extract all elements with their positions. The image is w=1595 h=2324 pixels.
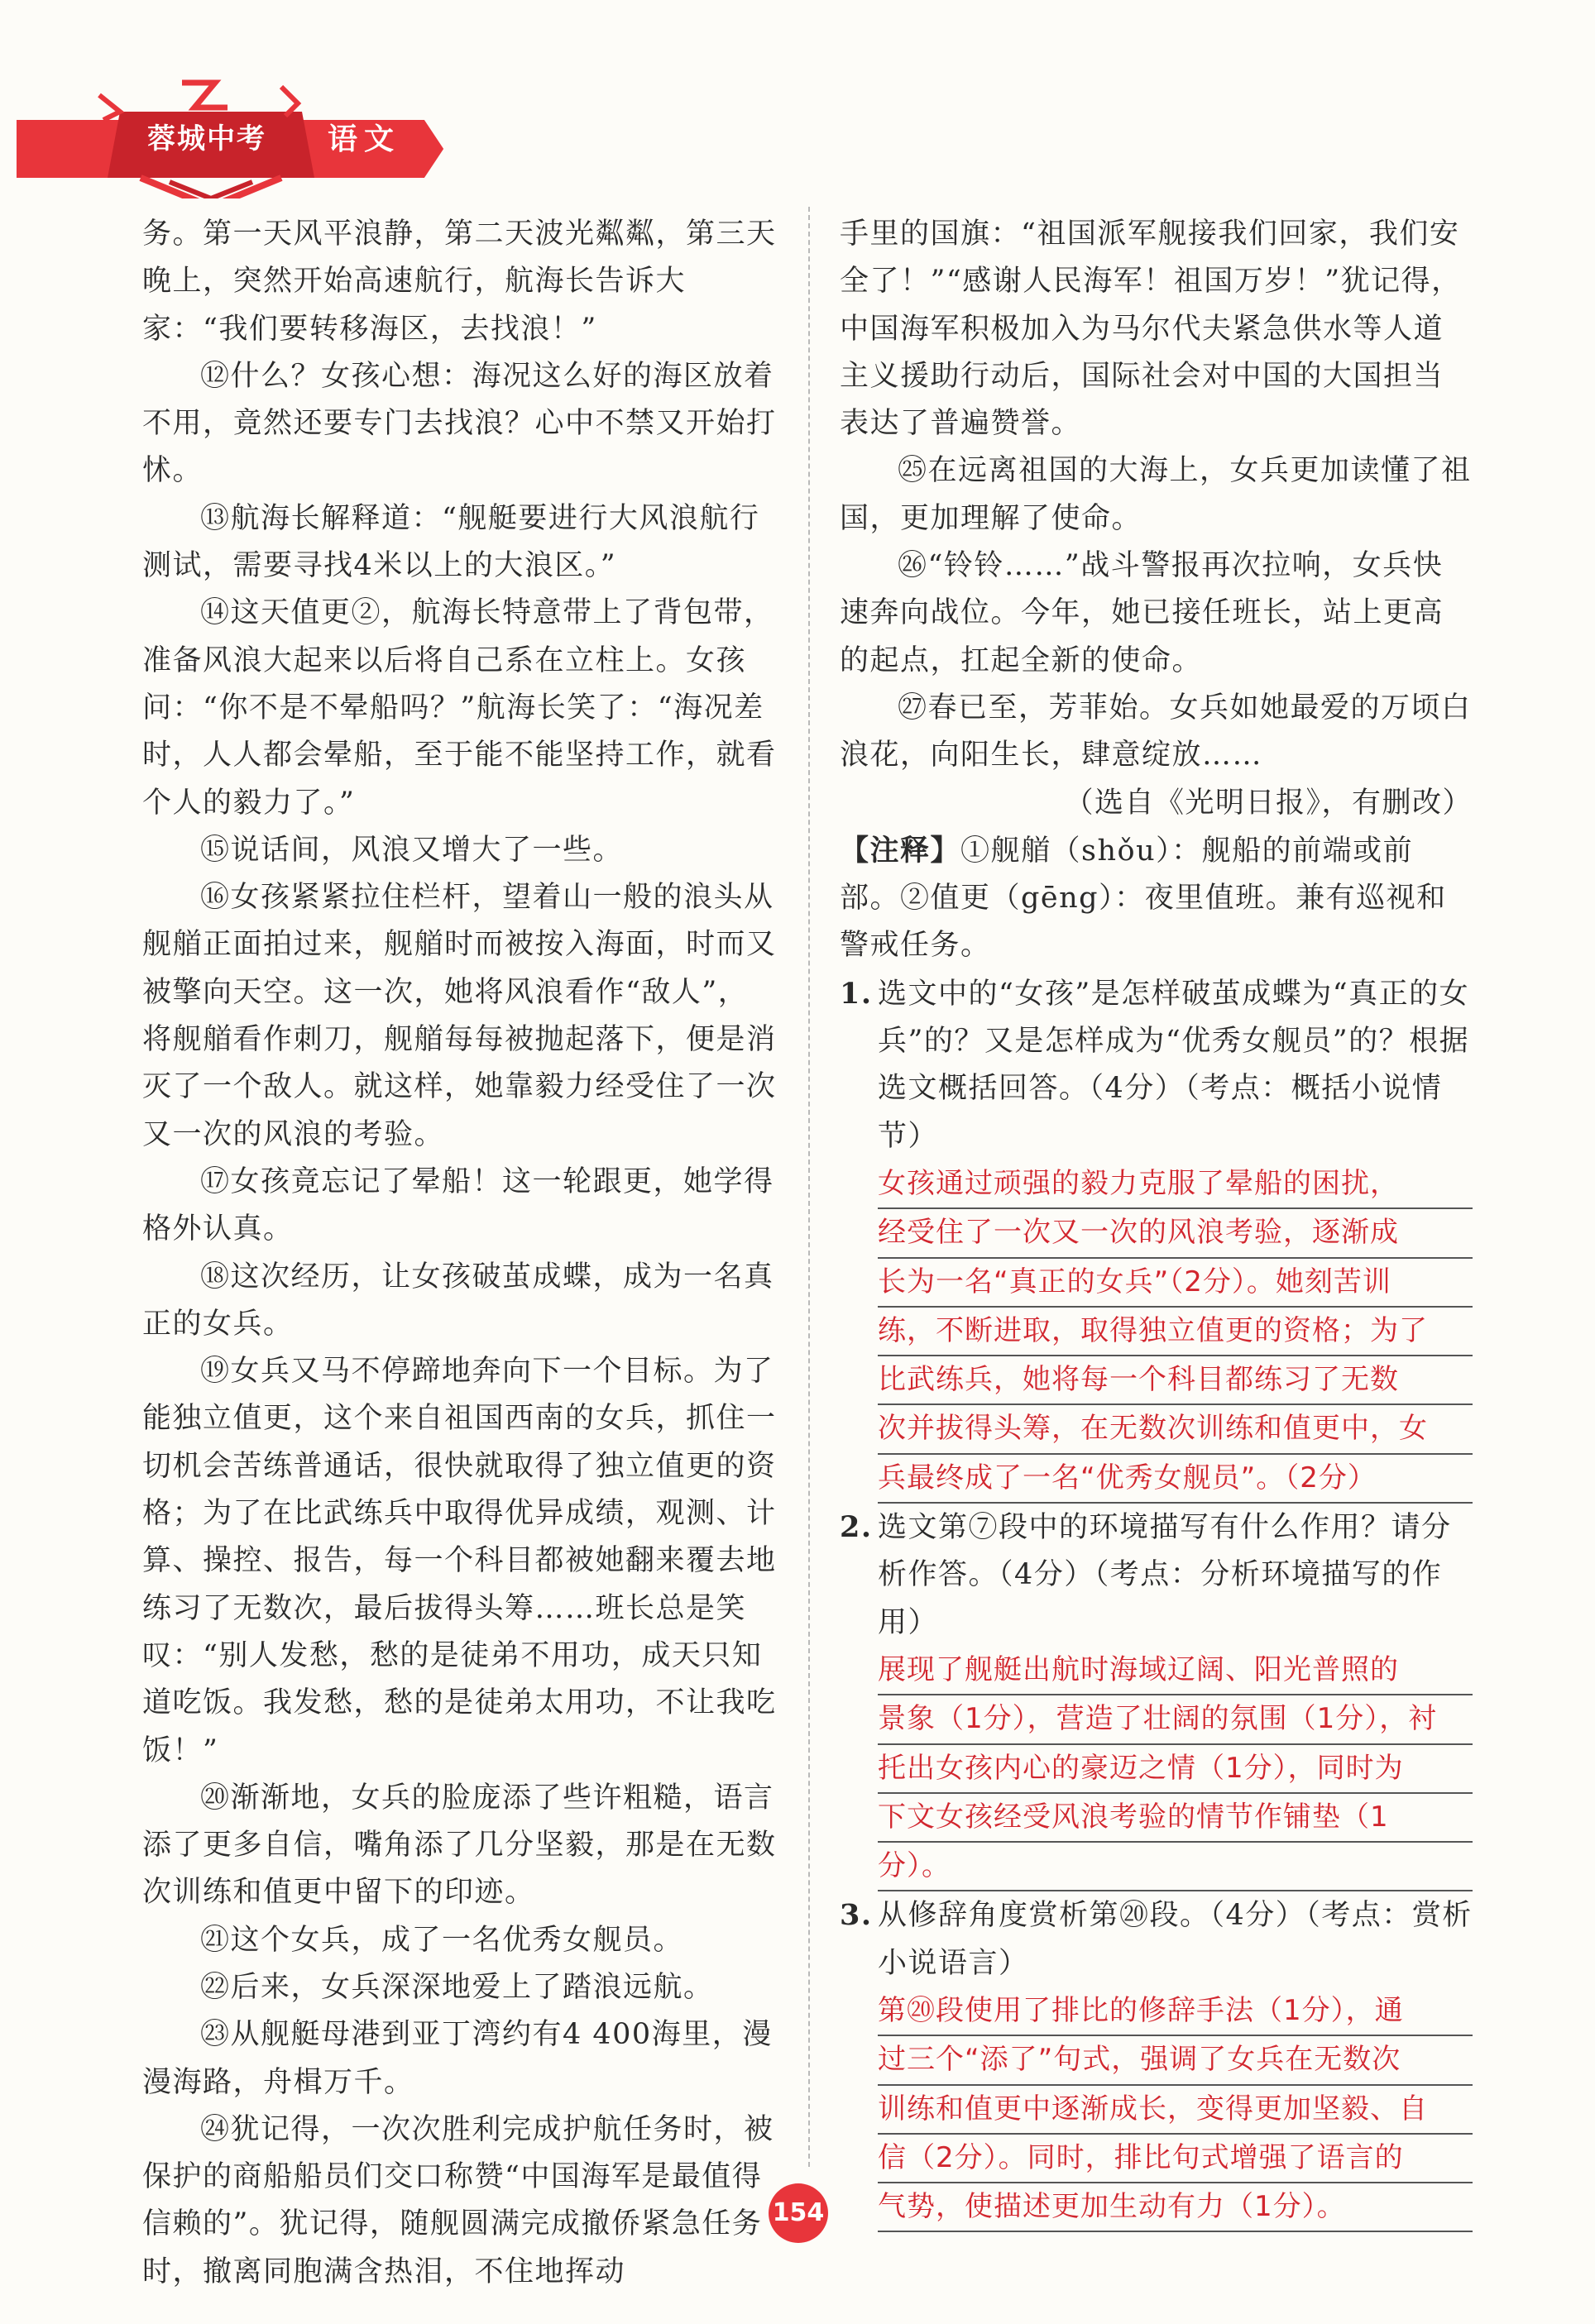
notes-label: 【注释】	[840, 833, 961, 868]
source-citation: （选自《光明日报》，有删改）	[1064, 786, 1473, 820]
answer-3	[878, 1987, 1473, 2232]
page-number: 154	[769, 2183, 828, 2243]
answer-line: 景象（1分），营造了壮阔的氛围（1分），衬	[878, 1695, 1473, 1744]
answer-line: 托出女孩内心的豪迈之情（1分），同时为	[878, 1745, 1473, 1794]
answer-line: 展现了舰艇出航时海域辽阔、阳光普照的	[878, 1647, 1473, 1695]
paragraph: ㉓从舰艇母港到亚丁湾约有4 400海里，漫漫海路，舟楫万千。	[142, 2018, 773, 2099]
paragraph: ⑱这次经历，让女孩破茧成蝶，成为一名真正的女兵。	[142, 1260, 774, 1341]
answer-line: 练，不断进取，取得独立值更的资格；为了	[878, 1308, 1473, 1356]
right-column	[840, 211, 1473, 2232]
brand-title: 蓉城中考	[147, 122, 266, 155]
paragraph: ㉑这个女兵，成了一名优秀女舰员。	[200, 1923, 684, 1957]
answer-2	[878, 1647, 1473, 1891]
answer-1	[878, 1160, 1473, 1504]
paragraph: 务。第一天风平浪静，第二天波光粼粼，第三天晚上，突然开始高速航行，航海长告诉大家：“我们要转移海区，去找浪！”	[142, 218, 777, 346]
paragraph: ⑬航海长解释道：“舰艇要进行大风浪航行测试，需要寻找4米以上的大浪区。”	[142, 501, 760, 583]
paragraph: ⑯女孩紧紧拉住栏杆，望着山一般的浪头从舰艏正面拍过来，舰艏时而被按入海面，时而又被擎向天空。这一次，她将风浪看作“敌人”，将舰艏看作刺刀，舰艏每每被抛起落下，便是消灭了一个敌人。就这样，她靠毅力经受住了一次又一次的风浪的考验。	[142, 881, 777, 1151]
question-text: 选文中的“女孩”是怎样破茧成蝶为“真正的女兵”的？又是怎样成为“优秀女舰员”的？根据选文概括回答。	[878, 977, 1470, 1106]
paragraph: ⑮说话间，风浪又增大了一些。	[200, 833, 624, 867]
question-1	[840, 970, 1473, 1160]
subject-label: 语文	[327, 122, 400, 156]
answer-line: 兵最终成了一名“优秀女舰员”。（2分）	[878, 1455, 1473, 1504]
answer-line: 信（2分）。同时，排比句式增强了语言的	[878, 2135, 1473, 2183]
notes-text: ①舰艏（shǒu）：舰船的前端或前部。②值更（gēng）：夜里值班。兼有巡视和警戒任务。	[840, 834, 1447, 963]
answer-line: 女孩通过顽强的毅力克服了晕船的困扰，	[878, 1160, 1473, 1209]
answer-line: 分）。	[878, 1843, 1473, 1891]
notes	[840, 827, 1473, 970]
question-number: 3.	[840, 1898, 873, 1933]
paragraph: ㉕在远离祖国的大海上，女兵更加读懂了祖国，更加理解了使命。	[840, 454, 1472, 535]
question-meta: （4分）（考点：赏析小说语言）	[878, 1899, 1473, 1980]
question-meta: （4分）（考点：概括小说情节）	[878, 1072, 1443, 1153]
answer-line: 长为一名“真正的女兵”（2分）。她刻苦训	[878, 1259, 1473, 1308]
question-text: 选文第⑦段中的环境描写有什么作用？请分析作答。	[878, 1511, 1452, 1592]
left-column	[142, 211, 778, 2296]
answer-line: 比武练兵，她将每一个科目都练习了无数	[878, 1356, 1473, 1405]
paragraph: ㉗春已至，芳菲始。女兵如她最爱的万顷白浪花，向阳生长，肆意绽放……	[840, 691, 1472, 772]
paragraph: ㉖“铃铃……”战斗警报再次拉响，女兵快速奔向战位。今年，她已接任班长，站上更高的起点，扛起全新的使命。	[840, 549, 1444, 677]
paragraph: ⑫什么？女孩心想：海况这么好的海区放着不用，竟然还要专门去找浪？心中不禁又开始打怵。	[142, 359, 777, 488]
answer-line: 经受住了一次又一次的风浪考验，逐渐成	[878, 1209, 1473, 1258]
question-text: 从修辞角度赏析第⑳段。	[878, 1899, 1210, 1933]
paragraph: ⑳渐渐地，女兵的脸庞添了些许粗糙，语言添了更多自信，嘴角添了几分坚毅，那是在无数次训练和值更中留下的印迹。	[142, 1781, 777, 1910]
question-2	[840, 1504, 1473, 1647]
column-divider	[808, 207, 810, 2167]
page-header	[0, 0, 1595, 223]
paragraph: ㉒后来，女兵深深地爱上了踏浪远航。	[200, 1970, 714, 2004]
answer-line: 次并拔得头筹，在无数次训练和值更中，女	[878, 1405, 1473, 1454]
paragraph: ⑰女孩竟忘记了晕船！这一轮跟更，她学得格外认真。	[142, 1164, 774, 1246]
answer-line: 过三个“添了”句式，强调了女兵在无数次	[878, 2036, 1473, 2085]
question-3	[840, 1891, 1473, 1987]
question-number: 1.	[840, 976, 873, 1011]
question-number: 2.	[840, 1510, 873, 1545]
paragraph: ⑲女兵又马不停蹄地奔向下一个目标。为了能独立值更，这个来自祖国西南的女兵，抓住一切机会苦练普通话，很快就取得了独立值更的资格；为了在比武练兵中取得优异成绩，观测、计算、操控、报告，每一个科目都被她翻来覆去地练习了无数次，最后拔得头筹……班长总是笑叹：“别人发愁，愁的是徒弟不用功，成天只知道吃饭。我发愁，愁的是徒弟太用功，不让我吃饭！”	[142, 1355, 777, 1767]
answer-line: 训练和值更中逐渐成长，变得更加坚毅、自	[878, 2086, 1473, 2135]
answer-line: 气势，使描述更加生动有力（1分）。	[878, 2183, 1473, 2232]
paragraph: 手里的国旗：“祖国派军舰接我们回家，我们安全了！”“感谢人民海军！祖国万岁！”犹记得，中国海军积极加入为马尔代夫紧急供水等人道主义援助行动后，国际社会对中国的大国担当表达了普遍赞誉。	[840, 218, 1462, 441]
answer-line: 下文女孩经受风浪考验的情节作铺垫（1	[878, 1794, 1473, 1843]
paragraph: ㉔犹记得，一次次胜利完成护航任务时，被保护的商船船员们交口称赞“中国海军是最值得信赖的”。犹记得，随舰圆满完成撤侨紧急任务时，撤离同胞满含热泪，不住地挥动	[142, 2112, 774, 2288]
answer-line: 第⑳段使用了排比的修辞手法（1分），通	[878, 1987, 1473, 2036]
question-meta: （4分）（考点：分析环境描写的作用）	[878, 1558, 1443, 1639]
paragraph: ⑭这天值更②，航海长特意带上了背包带，准备风浪大起来以后将自己系在立柱上。女孩问：“你不是不晕船吗？”航海长笑了：“海况差时，人人都会晕船，至于能不能坚持工作，就看个人的毅力了。”	[142, 596, 777, 820]
